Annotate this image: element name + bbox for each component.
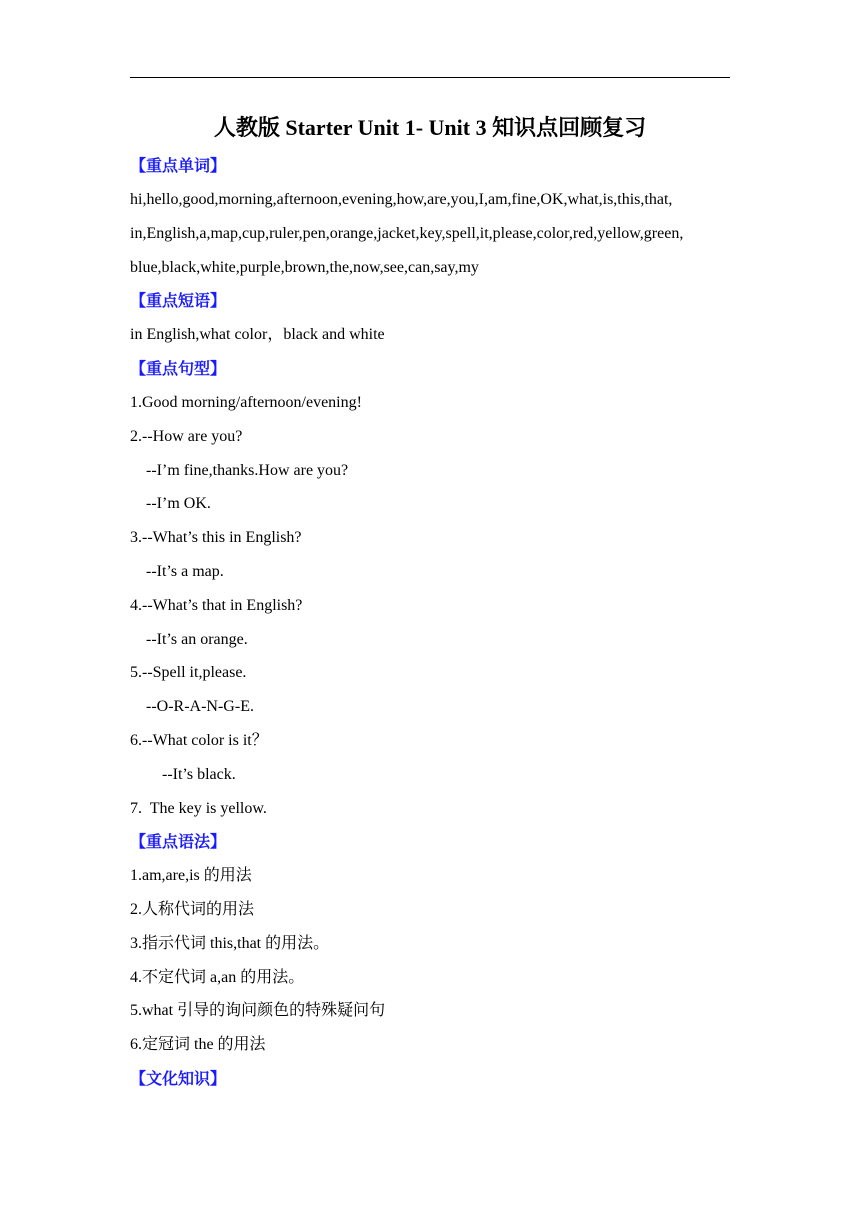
sentence-line-2: 2.--How are you? (130, 428, 243, 445)
vocab-line-3: blue,black,white,purple,brown,the,now,see,can,say,my (130, 259, 479, 276)
vocab-line-1: hi,hello,good,morning,afternoon,evening,how,are,you,I,am,fine,OK,what,is,this,that, (130, 191, 673, 208)
sentence-line-9: 5.--Spell it,please. (130, 664, 247, 681)
grammar-line-5: 5.what 引导的询问颜色的特殊疑问句 (130, 1002, 386, 1019)
sentence-line-10: --O-R-A-N-G-E. (138, 698, 254, 715)
sentence-line-11: 6.--What color is it？ (130, 732, 268, 749)
grammar-heading: 【重点语法】 (130, 832, 227, 851)
phrases-heading: 【重点短语】 (130, 291, 227, 310)
sentence-line-13: 7. The key is yellow. (130, 800, 267, 817)
sentence-line-3: --I’m fine,thanks.How are you? (138, 462, 349, 479)
vocab-heading: 【重点单词】 (130, 156, 227, 175)
header-rule (130, 77, 730, 78)
sentence-line-5: 3.--What’s this in English? (130, 529, 302, 546)
grammar-line-4: 4.不定代词 a,an 的用法。 (130, 969, 305, 986)
sentence-line-8: --It’s an orange. (138, 631, 248, 648)
grammar-line-2: 2.人称代词的用法 (130, 901, 255, 918)
sentence-line-7: 4.--What’s that in English? (130, 597, 303, 614)
sentence-line-4: --I’m OK. (138, 495, 211, 512)
vocab-line-2: in,English,a,map,cup,ruler,pen,orange,jacket,key,spell,it,please,color,red,yellow,green, (130, 225, 684, 242)
grammar-line-1: 1.am,are,is 的用法 (130, 867, 252, 884)
sentence-line-1: 1.Good morning/afternoon/evening! (130, 394, 362, 411)
phrases-line-1: in English,what color，black and white (130, 326, 385, 343)
sentences-heading: 【重点句型】 (130, 359, 227, 378)
culture-heading: 【文化知识】 (130, 1069, 227, 1088)
sentence-line-6: --It’s a map. (138, 563, 224, 580)
sentence-line-12: --It’s black. (146, 766, 236, 783)
grammar-line-3: 3.指示代词 this,that 的用法。 (130, 935, 330, 952)
document-title: 人教版 Starter Unit 1- Unit 3 知识点回顾复习 (213, 115, 647, 140)
grammar-line-6: 6.定冠词 the 的用法 (130, 1036, 266, 1053)
